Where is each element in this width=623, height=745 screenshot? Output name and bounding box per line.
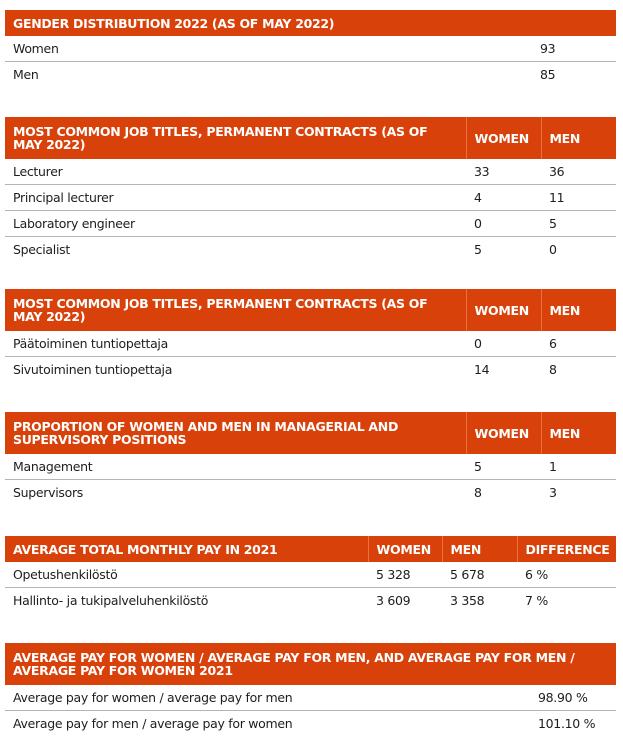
men-value: 3 358 [450, 593, 485, 608]
women-value: 5 [474, 242, 482, 257]
column-header-men: MEN [442, 536, 517, 562]
column-header-women: WOMEN [368, 536, 442, 562]
women-value: 0 [466, 331, 541, 357]
row-label: Opetushenkilöstö [5, 562, 368, 588]
table-row [5, 211, 616, 237]
difference-value: 6 % [517, 562, 616, 588]
table-row [5, 159, 616, 185]
row-label: Women [5, 36, 532, 62]
women-value: 33 [466, 159, 541, 185]
table-row [5, 331, 616, 357]
table-title: AVERAGE TOTAL MONTHLY PAY IN 2021 [5, 536, 368, 562]
men-value: 1 [541, 454, 616, 480]
row-label: Average pay for women / average pay for men [5, 685, 530, 711]
gender-distribution-table [5, 10, 616, 87]
men-value: 5 678 [442, 562, 517, 588]
women-value: 5 328 [368, 562, 442, 588]
table-row [5, 454, 616, 480]
women-value: 3 609 [376, 593, 411, 608]
column-header-men: MEN [541, 412, 616, 454]
row-label: Sivutoiminen tuntiopettaja [13, 362, 173, 377]
women-value: 8 [474, 485, 482, 500]
table-row [5, 185, 616, 211]
row-label: Men [13, 67, 39, 82]
difference-value: 7 % [525, 593, 548, 608]
table-title: AVERAGE PAY FOR WOMEN / AVERAGE PAY FOR MEN, AND AVERAGE PAY FOR MEN / AVERAGE PAY FOR WOMEN 2021 [5, 643, 616, 685]
job-titles-hourly-table [5, 289, 616, 382]
table-row [5, 36, 616, 62]
table-title: MOST COMMON JOB TITLES, PERMANENT CONTRACTS (AS OF MAY 2022) [5, 117, 466, 159]
row-label: Hallinto- ja tukipalveluhenkilöstö [13, 593, 209, 608]
column-header-women: WOMEN [466, 117, 541, 159]
row-label: Lecturer [5, 159, 466, 185]
row-label: Päätoiminen tuntiopettaja [5, 331, 466, 357]
women-value: 14 [474, 362, 490, 377]
monthly-pay-table [5, 536, 616, 613]
row-value: 85 [540, 67, 556, 82]
pay-ratio-table [5, 643, 616, 736]
men-value: 5 [541, 211, 616, 237]
row-label: Management [5, 454, 466, 480]
table-row [5, 357, 616, 383]
column-header-men: MEN [541, 289, 616, 331]
women-value: 5 [466, 454, 541, 480]
men-value: 8 [549, 362, 557, 377]
table-row [5, 562, 616, 588]
row-value: 101.10 % [538, 716, 596, 731]
table-title: GENDER DISTRIBUTION 2022 (AS OF MAY 2022) [5, 10, 616, 36]
row-label: Average pay for men / average pay for women [13, 716, 293, 731]
table-row [5, 588, 616, 614]
men-value: 3 [549, 485, 557, 500]
row-label: Principal lecturer [5, 185, 466, 211]
women-value: 4 [466, 185, 541, 211]
women-value: 0 [466, 211, 541, 237]
column-header-women: WOMEN [466, 289, 541, 331]
table-row [5, 62, 616, 88]
row-label: Laboratory engineer [5, 211, 466, 237]
table-row [5, 480, 616, 506]
table-row [5, 711, 616, 737]
table-title: MOST COMMON JOB TITLES, PERMANENT CONTRACTS (AS OF MAY 2022) [5, 289, 466, 331]
men-value: 36 [541, 159, 616, 185]
column-header-women: WOMEN [466, 412, 541, 454]
table-row [5, 685, 616, 711]
row-label: Specialist [13, 242, 70, 257]
row-value: 98.90 % [530, 685, 616, 711]
job-titles-permanent-table [5, 117, 616, 262]
managerial-positions-table [5, 412, 616, 505]
table-row [5, 237, 616, 263]
column-header-men: MEN [541, 117, 616, 159]
men-value: 0 [549, 242, 557, 257]
men-value: 11 [541, 185, 616, 211]
table-title: PROPORTION OF WOMEN AND MEN IN MANAGERIAL AND SUPERVISORY POSITIONS [5, 412, 466, 454]
row-value: 93 [532, 36, 616, 62]
row-label: Supervisors [13, 485, 84, 500]
men-value: 6 [541, 331, 616, 357]
column-header-difference: DIFFERENCE [517, 536, 616, 562]
